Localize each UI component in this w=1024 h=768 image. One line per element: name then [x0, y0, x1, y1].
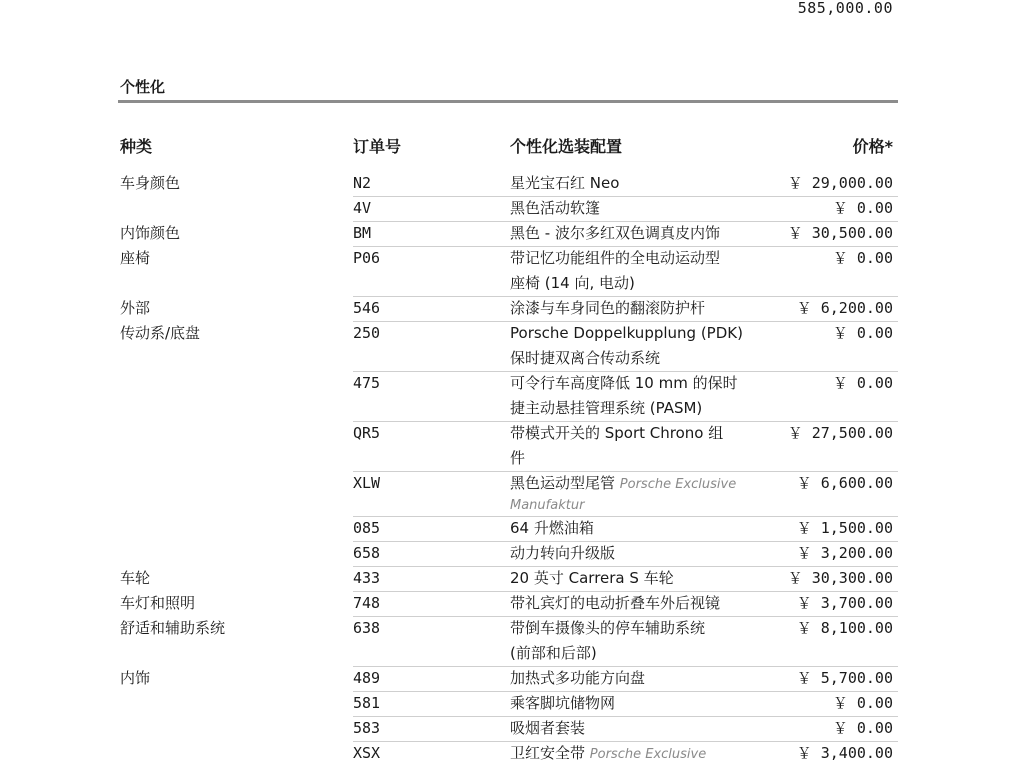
row-description-line: 件 — [510, 449, 526, 467]
row-category: 外部 — [120, 299, 151, 317]
row-description-line: 座椅 (14 向, 电动) — [510, 274, 635, 292]
row-description — [510, 591, 780, 616]
row-price: ￥ 30,500.00 — [787, 224, 893, 242]
row-code: BM — [353, 224, 372, 242]
row-code: 583 — [353, 719, 381, 737]
row-description — [510, 421, 780, 471]
row-description — [510, 716, 780, 741]
row-description-line: Porsche Doppelkupplung (PDK) — [510, 324, 743, 342]
row-description — [510, 666, 780, 691]
row-price: ￥ 0.00 — [832, 694, 893, 712]
row-code: 638 — [353, 619, 381, 637]
row-price: ￥ 6,600.00 — [796, 474, 893, 492]
row-code: 433 — [353, 569, 381, 587]
row-price: ￥ 3,700.00 — [796, 594, 893, 612]
row-description — [510, 246, 780, 296]
row-price: ￥ 0.00 — [832, 719, 893, 737]
row-description — [510, 296, 780, 321]
row-description — [510, 691, 780, 716]
row-description-line: 乘客脚坑储物网 — [510, 694, 616, 712]
row-description-line: 涂漆与车身同色的翻滚防护杆 — [510, 299, 706, 317]
row-category: 座椅 — [120, 249, 151, 267]
header-option: 个性化选装配置 — [510, 137, 623, 156]
row-category: 内饰 — [120, 669, 151, 687]
row-description-line: 黑色 - 波尔多红双色调真皮内饰 — [510, 224, 720, 242]
row-price: ￥ 3,200.00 — [796, 544, 893, 562]
row-category: 车轮 — [120, 569, 151, 587]
row-description-line: (前部和后部) — [510, 644, 597, 662]
row-description — [510, 616, 780, 666]
section-title: 个性化 — [120, 78, 166, 96]
row-description-line: 星光宝石红 Neo — [510, 174, 620, 192]
row-description — [510, 171, 780, 196]
row-description-line: 保时捷双离合传动系统 — [510, 349, 661, 367]
row-code: 581 — [353, 694, 381, 712]
header-category: 种类 — [120, 137, 153, 156]
row-price: ￥ 1,500.00 — [796, 519, 893, 537]
row-description-line: 20 英寸 Carrera S 车轮 — [510, 569, 674, 587]
row-code: 475 — [353, 374, 381, 392]
row-code: 546 — [353, 299, 381, 317]
row-description — [510, 196, 780, 221]
row-description-line: 黑色活动软篷 — [510, 199, 601, 217]
row-description — [510, 566, 780, 591]
row-description-line: 动力转向升级版 — [510, 544, 616, 562]
row-code: 489 — [353, 669, 381, 687]
row-description-line: 黑色运动型尾管 Porsche Exclusive — [510, 474, 737, 492]
row-description — [510, 516, 780, 541]
row-code: 4V — [353, 199, 372, 217]
previous-total: 585,000.00 — [797, 0, 893, 17]
row-code: QR5 — [353, 424, 381, 442]
row-description — [510, 541, 780, 566]
row-description-line: 带记忆功能组件的全电动运动型 — [510, 249, 721, 267]
row-code: 250 — [353, 324, 381, 342]
header-code: 订单号 — [353, 137, 402, 156]
row-category: 内饰颜色 — [120, 224, 181, 242]
row-price: ￥ 0.00 — [832, 324, 893, 342]
row-code: 658 — [353, 544, 381, 562]
row-description-line: 带倒车摄像头的停车辅助系统 — [510, 619, 706, 637]
row-description-line: 带模式开关的 Sport Chrono 组 — [510, 424, 724, 442]
row-description — [510, 741, 780, 766]
row-price: ￥ 0.00 — [832, 249, 893, 267]
row-description-line: 加热式多功能方向盘 — [510, 669, 646, 687]
row-price: ￥ 30,300.00 — [787, 569, 893, 587]
row-code: N2 — [353, 174, 372, 192]
header-price: 价格* — [852, 137, 893, 156]
row-description — [510, 371, 780, 421]
row-code: P06 — [353, 249, 381, 267]
row-price: ￥ 27,500.00 — [787, 424, 893, 442]
brand-label: Porsche Exclusive — [589, 747, 707, 762]
section-rule — [118, 100, 898, 103]
row-description — [510, 471, 780, 516]
row-description-line: 64 升燃油箱 — [510, 519, 594, 537]
row-code: 748 — [353, 594, 381, 612]
row-description-line: 可令行车高度降低 10 mm 的保时 — [510, 374, 738, 392]
row-category: 传动系/底盘 — [120, 324, 201, 342]
row-description — [510, 321, 780, 371]
row-category: 车身颜色 — [120, 174, 181, 192]
row-price: ￥ 29,000.00 — [787, 174, 893, 192]
row-description-line: 卫红安全带 Porsche Exclusive — [510, 744, 707, 762]
row-description-line: 带礼宾灯的电动折叠车外后视镜 — [510, 594, 721, 612]
brand-label: Porsche Exclusive — [619, 477, 737, 492]
row-price: ￥ 3,400.00 — [796, 744, 893, 762]
row-price: ￥ 0.00 — [832, 374, 893, 392]
row-code: 085 — [353, 519, 381, 537]
row-description-line: 捷主动悬挂管理系统 (PASM) — [510, 399, 703, 417]
row-price: ￥ 6,200.00 — [796, 299, 893, 317]
row-category: 车灯和照明 — [120, 594, 196, 612]
row-description-line: 吸烟者套装 — [510, 719, 586, 737]
row-code: XSX — [353, 744, 381, 762]
row-category: 舒适和辅助系统 — [120, 619, 226, 637]
row-code: XLW — [353, 474, 381, 492]
row-price: ￥ 0.00 — [832, 199, 893, 217]
brand-label: Manufaktur — [510, 498, 585, 513]
row-price: ￥ 8,100.00 — [796, 619, 893, 637]
row-description — [510, 221, 780, 246]
row-price: ￥ 5,700.00 — [796, 669, 893, 687]
